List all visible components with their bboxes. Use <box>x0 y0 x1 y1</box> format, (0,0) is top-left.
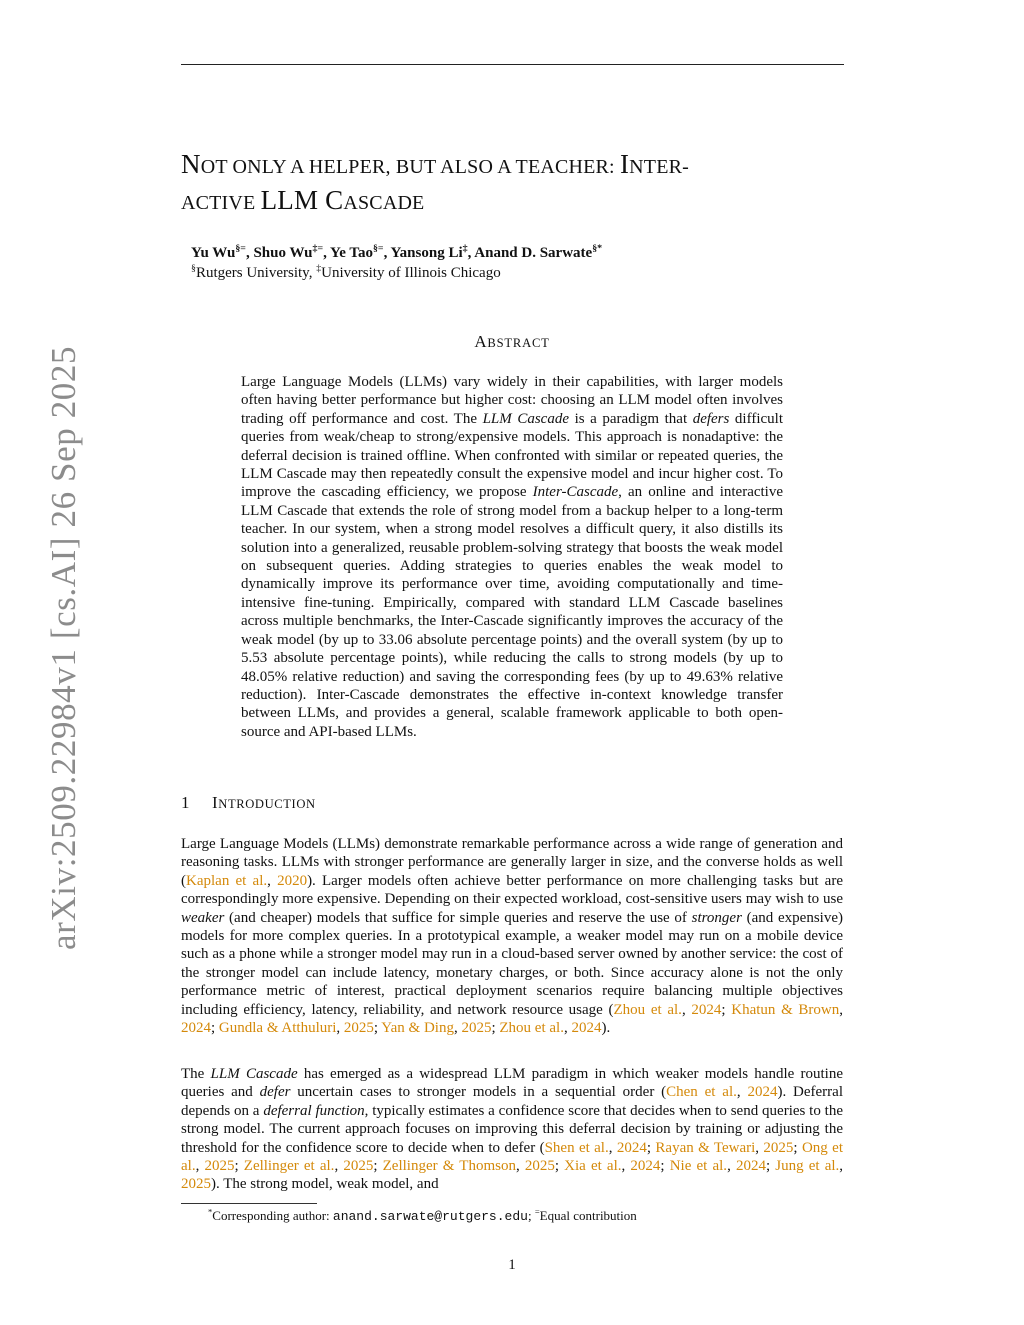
author-list: Yu Wu§=, Shuo Wu‡=, Ye Tao§=, Yansong Li‡, Anand D. Sarwate§* <box>191 243 603 261</box>
citation-link[interactable]: Ong et al. <box>181 1139 843 1175</box>
citation-link[interactable]: Yan & Ding <box>381 1020 454 1037</box>
citation-year-link[interactable]: 2025 <box>343 1158 374 1175</box>
header-rule <box>181 64 844 65</box>
section-number: 1 <box>181 793 191 812</box>
citation-year-link[interactable]: 2024 <box>630 1158 661 1175</box>
abstract-heading: ABSTRACT <box>474 332 550 351</box>
citation-year-link[interactable]: 2024 <box>747 1084 778 1101</box>
citation-year-link[interactable]: 2024 <box>181 1020 211 1037</box>
footnote-rule <box>181 1203 317 1204</box>
paper-title: NOT ONLY A HELPER, BUT ALSO A TEACHER: INTER- ACTIVE LLM CASCADE <box>181 149 689 215</box>
author-name: Ye Tao <box>330 245 373 261</box>
citation-year-link[interactable]: 2025 <box>524 1158 555 1175</box>
intro-paragraph-2: The LLM Cascade has emerged as a widespread LLM paradigm in which weaker models handle routine queries and defer uncertain cases to stronger models in a sequential order (Chen et al., 2024). Deferral depends on a deferral function, typically estimates a confidence score that decides when to send queries to the strong model. The current approach focuses on improving this deferral decision by training or adjusting the threshold for the confidence score to decide when to defer (Shen et al., 2024; Rayan & Tewari, 2025; Ong et al., 2025; Zellinger et al., 2025; Zellinger & Thomson, 2025; Xia et al., 2024; Nie et al., 2024; Jung et al., 2025). The strong model, weak model, and <box>181 1066 844 1193</box>
citation-year-link[interactable]: 2024 <box>691 1001 722 1018</box>
section-heading-introduction: 1 INTRODUCTION <box>181 793 316 812</box>
author-name: Yansong Li <box>390 245 463 261</box>
corresponding-email[interactable]: anand.sarwate@rutgers.edu <box>332 1209 528 1224</box>
citation-link[interactable]: Zellinger & Thomson <box>382 1158 516 1175</box>
citation-link[interactable]: Gundla & Atthuluri <box>218 1020 337 1037</box>
citation-year-link[interactable]: 2024 <box>616 1139 647 1156</box>
citation-link[interactable]: Zhou et al. <box>499 1020 564 1037</box>
citation-link[interactable]: Kaplan et al. <box>186 872 268 889</box>
citation-link[interactable]: Zhou et al. <box>613 1001 682 1018</box>
author-name: Shuo Wu <box>253 245 313 261</box>
citation-link[interactable]: Khatun & Brown <box>731 1001 840 1018</box>
citation-year-link[interactable]: 2025 <box>461 1020 492 1037</box>
citation-link[interactable]: Xia et al. <box>564 1158 622 1175</box>
citation-year-link[interactable]: 2025 <box>763 1139 794 1156</box>
citation-link[interactable]: Zellinger et al. <box>243 1158 335 1175</box>
citation-link[interactable]: Chen et al. <box>666 1084 737 1101</box>
arxiv-identifier: arXiv:2509.22984v1 [cs.AI] 26 Sep 2025 <box>44 345 83 950</box>
affiliation-list: §Rutgers University, ‡University of Illinois Chicago <box>191 263 501 281</box>
citation-link[interactable]: Rayan & Tewari <box>655 1139 756 1156</box>
page-number: 1 <box>508 1257 516 1273</box>
footnote: *Corresponding author: anand.sarwate@rutgers.edu; =Equal contribution <box>208 1206 637 1224</box>
citation-link[interactable]: Jung et al. <box>775 1158 840 1175</box>
citation-link[interactable]: Shen et al. <box>544 1139 609 1156</box>
citation-year-link[interactable]: 2025 <box>204 1158 235 1175</box>
citation-link[interactable]: Nie et al. <box>669 1158 728 1175</box>
intro-paragraph-1: Large Language Models (LLMs) demonstrate remarkable performance across a wide range of generation and reasoning tasks. LLMs with stronger performance are generally larger in size, and the converse holds as well (Kaplan et al., 2020). Larger models often achieve better performance on more challenging tasks but are correspondingly more expensive. Depending on their expected workload, cost-sensitive users may wish to use weaker (and cheaper) models that suffice for simple queries and reserve the use of stronger (and expensive) models for more complex queries. In a prototypical example, a weaker model may run on a mobile device such as a phone while a stronger model may run in a cloud-based server owned by another service: the cost of the stronger model can include latency, monetary charges, or both. Since accuracy alone is not the only performance metric of interest, practical deployment scenarios require balancing multiple objectives including efficiency, latency, reliability, and network resource usage (Zhou et al., 2024; Khatun & Brown, 2024; Gundla & Atthuluri, 2025; Yan & Ding, 2025; Zhou et al., 2024). <box>181 836 844 1037</box>
citation-year-link[interactable]: 2025 <box>343 1020 374 1037</box>
citation-year-link[interactable]: 2025 <box>181 1176 211 1193</box>
citation-year-link[interactable]: 2020 <box>277 872 308 889</box>
author-name: Anand D. Sarwate <box>474 245 593 261</box>
author-name: Yu Wu <box>191 245 236 261</box>
citation-year-link[interactable]: 2024 <box>735 1158 766 1175</box>
citation-year-link[interactable]: 2024 <box>571 1020 602 1037</box>
abstract-body: Large Language Models (LLMs) vary widely in their capabilities, with larger models often having better performance but higher cost: choosing an LLM model often involves trading off performance and cost. The LLM Cascade is a paradigm that defers difficult queries from weak/cheap to strong/expensive models. This approach is nonadaptive: the deferral decision is trained offline. When confronted with similar or repeated queries, the LLM Cascade may then repeatedly consult the expensive model and incur higher cost. To improve the cascading efficiency, we propose Inter-Cascade, an online and interactive LLM Cascade that extends the role of strong model from a backup helper to a long-term teacher. In our system, when a strong model resolves a difficult query, it also distills its solution into a generalized, reusable problem-solving strategy that boosts the weak model on subsequent queries. Adding strategies to queries enables the weak model to dynamically improve its performance over time, avoiding computationally and time-intensive fine-tuning. Empirically, compared with standard LLM Cascade baselines across multiple benchmarks, the Inter-Cascade significantly improves the accuracy of the weak model (by up to 33.06 absolute percentage points) and the overall system (by up to 5.53 absolute percentage points), while reducing the calls to strong models (by up to 48.05% relative reduction) and saving the corresponding fees (by up to 49.63% relative reduction). Inter-Cascade demonstrates the effective in-context knowledge transfer between LLMs, and provides a general, scalable framework applicable to both open-source and API-based LLMs. <box>241 374 784 740</box>
